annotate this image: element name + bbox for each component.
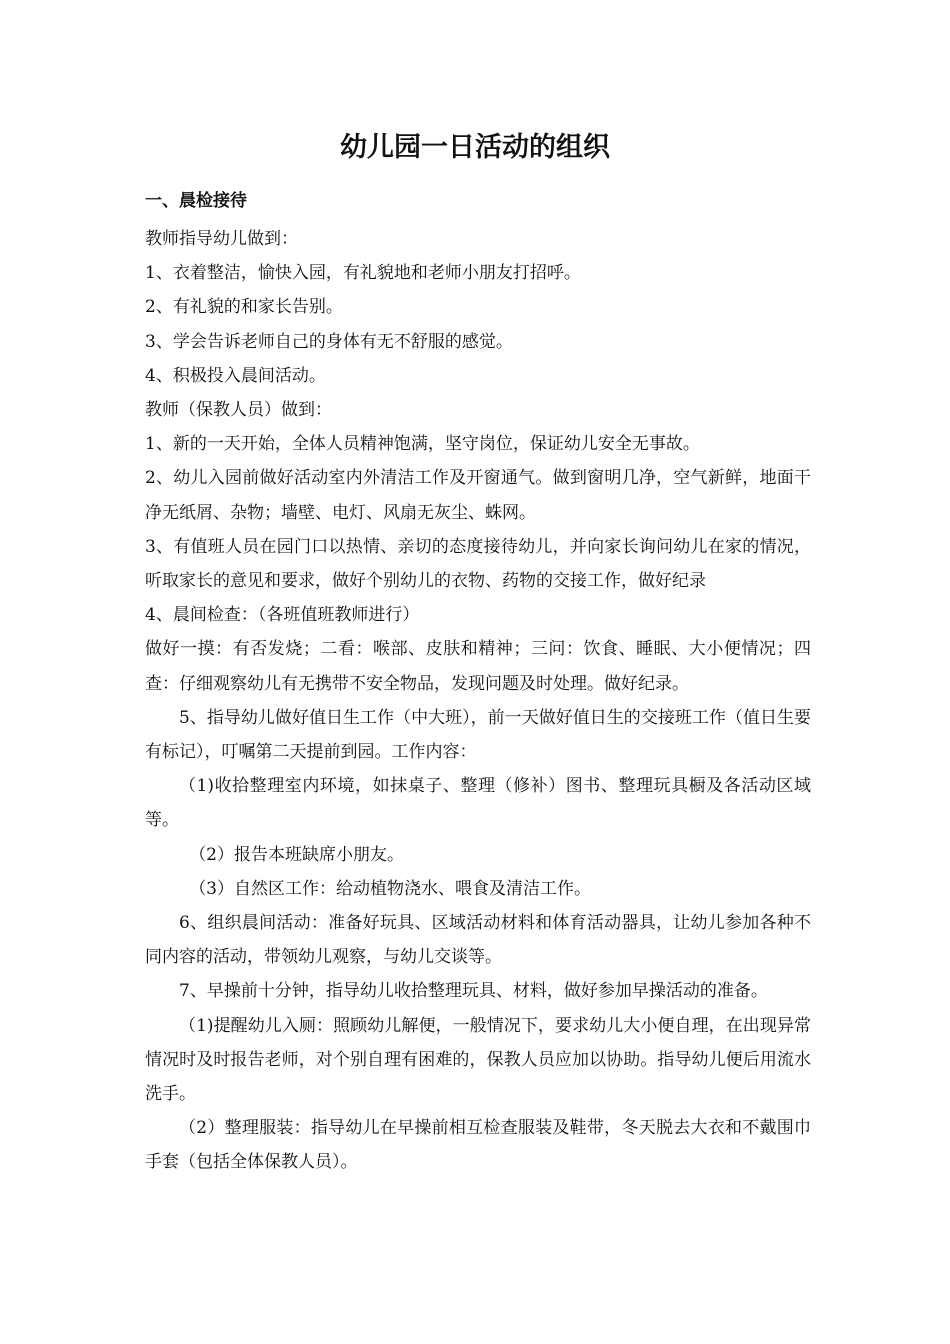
paragraph: 6、组织晨间活动：准备好玩具、区域活动材料和体育活动器具，让幼儿参加各种不同内容的活动，带领幼儿观察，与幼儿交谈等。 — [145, 913, 811, 968]
paragraph: 做好一摸：有否发烧；二看：喉部、皮肤和精神；三问：饮食、睡眠、大小便情况；四查：仔细观察幼儿有无携带不安全物品，发现问题及时处理。做好纪录。 — [145, 639, 811, 694]
paragraph: 7、早操前十分钟，指导幼儿收拾整理玩具、材料，做好参加早操活动的准备。 — [179, 981, 768, 1002]
paragraph: 4、积极投入晨间活动。 — [145, 365, 326, 386]
paragraph: 4、晨间检查：（各班值班教师进行） — [145, 605, 420, 626]
paragraph: （1)提醒幼儿入厕：照顾幼儿解便，一般情况下，要求幼儿大小便自理，在出现异常情况时及时报告老师，对个别自理有困难的，保教人员应加以协助。指导幼儿便后用流水洗手。 — [145, 1015, 811, 1105]
section-body — [145, 222, 811, 1180]
paragraph: 1、新的一天开始，全体人员精神饱满，坚守岗位，保证幼儿安全无事故。 — [145, 434, 700, 455]
paragraph: 1、衣着整洁，愉快入园，有礼貌地和老师小朋友打招呼。 — [145, 263, 581, 284]
paragraph: 2、幼儿入园前做好活动室内外清洁工作及开窗通气。做到窗明几净，空气新鲜，地面干净无纸屑、杂物；墙壁、电灯、风扇无灰尘、蛛网。 — [145, 468, 811, 523]
paragraph: （3）自然区工作：给动植物浇水、喂食及清洁工作。 — [189, 878, 592, 899]
page-title: 幼儿园一日活动的组织 — [340, 132, 610, 163]
paragraph: （2）报告本班缺席小朋友。 — [189, 844, 405, 865]
paragraph: 教师（保教人员）做到： — [145, 400, 332, 421]
paragraph: （2）整理服装：指导幼儿在早操前相互检查服装及鞋带，冬天脱去大衣和不戴围巾手套（包括全体保教人员）。 — [145, 1118, 811, 1173]
paragraph: 5、指导幼儿做好值日生工作（中大班），前一天做好值日生的交接班工作（值日生要有标记），叮嘱第二天提前到园。工作内容： — [145, 707, 811, 763]
paragraph: 3、有值班人员在园门口以热情、亲切的态度接待幼儿，并向家长询问幼儿在家的情况，听取家长的意见和要求，做好个别幼儿的衣物、药物的交接工作，做好纪录 — [145, 536, 811, 592]
paragraph: 2、有礼貌的和家长告别。 — [145, 297, 343, 318]
section-heading: 一、晨检接待 — [145, 191, 247, 211]
paragraph: 教师指导幼儿做到： — [145, 229, 298, 249]
paragraph: （1)收拾整理室内环境，如抹桌子、整理（修补）图书、整理玩具橱及各活动区域等。 — [145, 776, 811, 831]
paragraph: 3、学会告诉老师自己的身体有无不舒服的感觉。 — [145, 331, 513, 352]
